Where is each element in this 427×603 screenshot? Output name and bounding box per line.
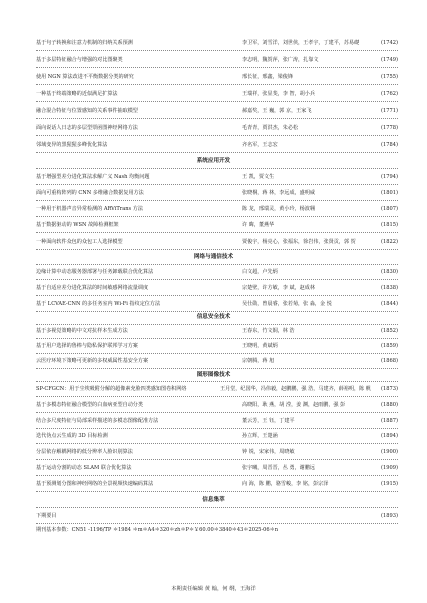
divider [36, 101, 398, 102]
entry-title: 基于预测划分图和神经网络的全景视频快速编码算法 [36, 481, 154, 487]
divider [36, 475, 398, 476]
divider [36, 216, 398, 217]
entry-authors: 王春东，竹文铜，林 浩 [242, 328, 295, 334]
toc-entry[interactable] [36, 416, 398, 427]
entry-page: (1749) [381, 57, 398, 63]
entry-title: 基于运动分割的动态 SLAM 联合优化算法 [36, 465, 132, 471]
entry-title: 基于多视觉策略的中文对抗样本生成方法 [36, 328, 128, 334]
toc-entry[interactable] [36, 106, 398, 117]
entry-page: (1873) [381, 386, 398, 392]
entry-title: 迭代伪点云生成的 3D 目标检测 [36, 433, 108, 439]
toc-entry[interactable] [36, 479, 398, 490]
toc-entry[interactable] [36, 123, 398, 134]
entry-authors: 王晓明，黄斌炳 [242, 343, 278, 349]
entry-authors: 张宇曦，周晋晋，丛 勇，谢鹏远 [242, 465, 315, 471]
entry-title: 基于多模态特征融合模型的白血病亚型自动分类 [36, 402, 143, 408]
toc-entry[interactable] [36, 220, 398, 231]
entry-page: (1807) [381, 206, 398, 212]
entry-title: 基于句子转换和注意力机制的归纳关系预测 [36, 40, 133, 46]
toc-entry[interactable] [36, 447, 398, 458]
entry-authors: 高晓阳，耿 燕，胡 滢，姜 渊，赵雨鹏，强 彭 [242, 402, 346, 408]
section-heading: 信息安全技术 [196, 314, 231, 320]
divider [36, 523, 398, 524]
responsible-editors: 本期责任编辑 黄 翰，何 纲，王海洋 [171, 586, 256, 592]
divider [36, 368, 398, 369]
entry-title: 云医疗环境下策略可更新的多权威属性基安全方案 [36, 358, 149, 364]
entry-authors: 齐名军，王志宏 [242, 142, 278, 148]
entry-page: (1778) [381, 125, 398, 131]
journal-parameters: 期刊基本参数：CN51 -1196/TP ＊1984 ＊m＊A4＊320＊zh＊P＊￥60.00＊3840＊43＊2025-06＊n [36, 527, 279, 533]
divider [36, 50, 398, 51]
entry-page: (1859) [381, 343, 398, 349]
entry-title: 边缘计算中动态服务器部署与任务卸载联合优化算法 [36, 269, 154, 275]
entry-authors: 向 海，陈 鹏，骆雪峻，李 铭，彭宗泽 [242, 481, 329, 487]
entry-page: (1887) [381, 418, 398, 424]
section-heading: 图形图像技术 [196, 372, 231, 378]
toc-entry[interactable] [36, 463, 398, 474]
toc-entry[interactable] [36, 55, 398, 66]
divider [36, 459, 398, 460]
toc-entry[interactable] [36, 89, 398, 100]
entry-title: 分层依存解耦网络的低分辨率人脸识别算法 [36, 449, 133, 455]
divider [36, 428, 398, 429]
entry-title: 面向可重构阵列的 CNN 多维融合数据复用方法 [36, 190, 144, 196]
divider [36, 491, 398, 492]
entry-page: (1915) [381, 481, 398, 487]
entry-title: 基于多层特征融合与增强的对比图聚类 [36, 57, 123, 63]
entry-authors: 张晓桐，蒋 林，李远成，盛明威 [242, 190, 315, 196]
toc-entry[interactable] [36, 38, 398, 49]
entry-title: 基于自适应差分进化算法的时间敏感网络流量调度 [36, 285, 149, 291]
entry-title: 使用 NGN 算法改进不平衡数据分类的研究 [36, 74, 134, 80]
divider [36, 135, 398, 136]
entry-title: 下期要目 [36, 513, 57, 519]
entry-title: 结合多尺度特征与局部采样描述的多模态图像配准方法 [36, 418, 159, 424]
entry-page: (1801) [381, 190, 398, 196]
divider [36, 338, 398, 339]
entry-authors: 郝嘉奖，王 巍，郭 京，王家飞 [242, 108, 312, 114]
divider [36, 118, 398, 119]
divider [36, 84, 398, 85]
toc-entry[interactable] [36, 188, 398, 199]
entry-title: 基于用户选择的鲁棒与隐私保护联邦学习方案 [36, 343, 138, 349]
toc-entry[interactable] [36, 283, 398, 294]
entry-authors: 钟 锐，宋家伟，周晓敏 [242, 449, 295, 455]
entry-title: 一种用于机器声音异常检测的 ARViTrans 方法 [36, 206, 143, 212]
entry-page: (1852) [381, 328, 398, 334]
entry-page: (1894) [381, 433, 398, 439]
divider [36, 443, 398, 444]
entry-authors: 毛青青，贾洪杰，朱必松 [242, 125, 299, 131]
entry-authors: 王月堂，纪国华，冯伟毅，赵鹏鹏，强 浩，马建齐，薛裕明，陈 帆 [220, 386, 371, 392]
toc-entry[interactable] [36, 400, 398, 411]
entry-page: (1893) [381, 513, 398, 519]
entry-title: 融合混合特征与位置感知的关系事件抽取模型 [36, 108, 138, 114]
toc-entry[interactable] [36, 204, 398, 215]
entry-authors: 王 凯，贾文生 [242, 174, 275, 180]
entry-title: 基于 LCVAE-CNN 的多任务室内 Wi-Fi 指纹定位方法 [36, 301, 161, 307]
entry-authors: 贾俊宇，杨亮心，张福东，徐岩伟，张贤贡，郭 贺 [242, 239, 356, 245]
entry-page: (1784) [381, 142, 398, 148]
divider [36, 507, 398, 508]
section-heading: 系统应用开发 [196, 158, 231, 164]
divider [36, 412, 398, 413]
toc-entry[interactable] [36, 140, 398, 151]
entry-authors: 李志明，魏贺萍，张广涛，扎靠文 [242, 57, 319, 63]
divider [36, 152, 398, 153]
divider [36, 324, 398, 325]
divider [36, 200, 398, 201]
divider [36, 381, 398, 382]
entry-authors: 李卫军，刘雪洋，刘世侠，王孝宇，丁建平，苏易礎 [242, 40, 360, 46]
entry-authors: 宗朝腾，蒋 旭 [242, 358, 275, 364]
entry-authors: 许 晦，董燕华 [242, 222, 275, 228]
toc-entry[interactable] [36, 384, 398, 395]
divider [36, 184, 398, 185]
entry-page: (1830) [381, 269, 398, 275]
divider [36, 232, 398, 233]
entry-title: 面向说话人日志的多层型票函图神经网络方法 [36, 125, 138, 131]
entry-page: (1822) [381, 239, 398, 245]
section-heading: 网络与通信技术 [193, 254, 234, 260]
toc-entry[interactable] [36, 172, 398, 183]
entry-title: 基于数据驱动的 WSN 故障检测框架 [36, 222, 119, 228]
entry-page: (1868) [381, 358, 398, 364]
entry-title: 基于增强型差分进化算法求解广义 Nash 均衡问题 [36, 174, 150, 180]
entry-page: (1771) [381, 108, 398, 114]
entry-authors: 邢长征，邢鑫，梁俊锋 [242, 74, 293, 80]
entry-page: (1844) [381, 301, 398, 307]
entry-page: (1742) [381, 40, 398, 46]
divider [36, 295, 398, 296]
toc-entry[interactable] [36, 326, 398, 337]
toc-entry[interactable] [36, 299, 398, 310]
divider [36, 249, 398, 250]
divider [36, 67, 398, 68]
entry-title: 一种面向软件众包的众包工人选择模型 [36, 239, 123, 245]
entry-authors: 陈 龙，邢瑞灵，黄小玲，杨波翱 [242, 206, 315, 212]
toc-entry[interactable] [36, 511, 398, 522]
section-heading: 信息集萃 [202, 497, 225, 503]
toc-entry[interactable] [36, 237, 398, 248]
entry-authors: 孙立辉，王楚涵 [242, 433, 278, 439]
entry-page: (1900) [381, 449, 398, 455]
entry-page: (1794) [381, 174, 398, 180]
entry-authors: 白文超，卢先炳 [242, 269, 278, 275]
entry-authors: 吴仕勋，曾晨睿，张若菊，张 淼，金 悦 [242, 301, 332, 307]
entry-title: 一种基于终端策略的近似满足扩算法 [36, 91, 118, 97]
entry-page: (1880) [381, 402, 398, 408]
entry-page: (1838) [381, 285, 398, 291]
entry-title: 邻域变异的黑猩猩多峰优化算法 [36, 142, 108, 148]
divider [36, 279, 398, 280]
divider [36, 168, 398, 169]
entry-page: (1762) [381, 91, 398, 97]
toc-entry[interactable] [36, 72, 398, 83]
divider [36, 264, 398, 265]
divider [36, 353, 398, 354]
toc-entry[interactable] [36, 431, 398, 442]
entry-page: (1909) [381, 465, 398, 471]
entry-title: SP-CFGCN：用于尘埃吸附分解的超像素充脸四类感知图卷积网络 [36, 386, 187, 392]
toc-entry[interactable] [36, 341, 398, 352]
entry-authors: 王瑞祥，张显斐，李 智，胡小兵 [242, 91, 315, 97]
entry-authors: 董云芳，王 钰，丁建平 [242, 418, 295, 424]
entry-page: (1755) [381, 74, 398, 80]
toc-entry[interactable] [36, 267, 398, 278]
toc-entry[interactable] [36, 356, 398, 367]
divider [36, 396, 398, 397]
entry-page: (1815) [381, 222, 398, 228]
entry-authors: 宗楚壁，许方敏，李 斌，赵成林 [242, 285, 315, 291]
